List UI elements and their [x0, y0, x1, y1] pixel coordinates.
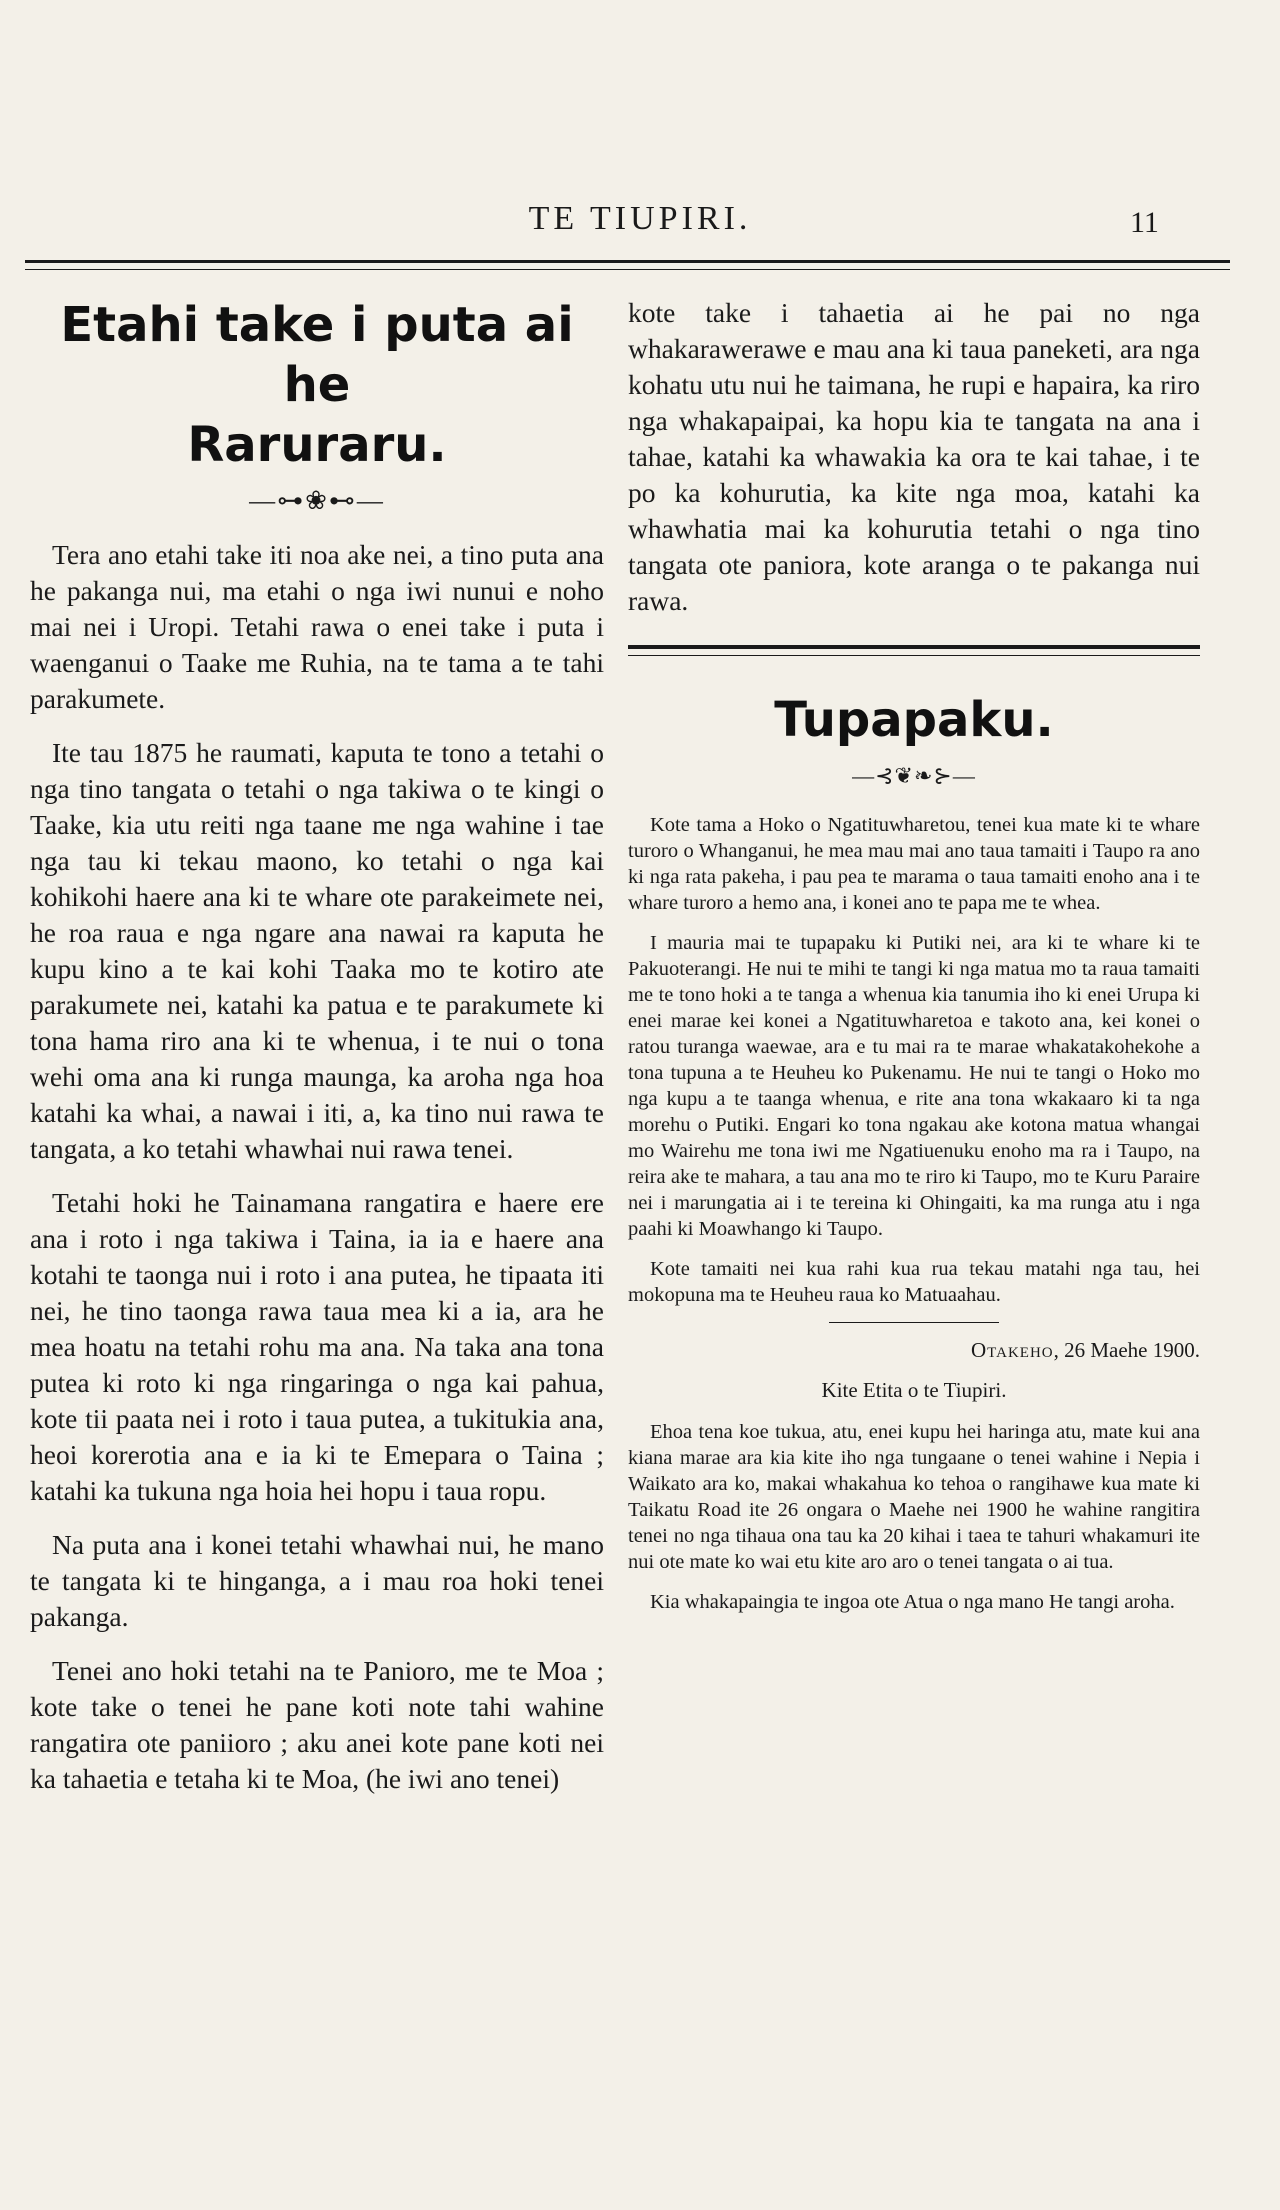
short-divider — [829, 1322, 999, 1323]
section-divider — [628, 645, 1200, 656]
page-number: 11 — [1130, 206, 1159, 239]
article-paragraph: Tera ano etahi take iti noa ake nei, a tino puta ana he pakanga nui, ma etahi o nga iwi nunui e noho mai nei i Uropi. Tetahi rawa o enei take i puta i waenganui o Taake me Ruhia, na te tama a te tahi parakumete. — [30, 539, 604, 714]
letter-paragraph: Kia whakapaingia te ingoa ote Atua o nga mano He tangi aroha. — [650, 1591, 1175, 1613]
header-rule — [25, 260, 1230, 270]
left-column — [30, 295, 604, 1815]
letter-dateline — [628, 1337, 1200, 1363]
obituary-body — [628, 812, 1200, 1615]
article-paragraph: Ite tau 1875 he raumati, kaputa te tono a tetahi o nga tino tangata o tetahi o nga takiwa o te kingi o Taake, kia utu reiti nga taane me nga wahine i tae nga tau ki tekau maono, ko tetahi o nga kai kohikohi haere ana ki te whare ote parakeimete nei, he roa raua e nga ngare ana nawai ra kaputa he kupu kino a te kai kohi Taaka mo te kotiro ate parakumete nei, katahi ka patua e te parakumete ki tona hama riro ana ki te whenua, i te nui o tona wehi oma ana ki runga maunga, ka aroha nga hoa katahi ka whai, a nawai i iti, a, ka tino nui rawa te tangata, a ko tetahi whawhai nui rawa tenei. — [30, 737, 604, 1164]
article-paragraph: Tenei ano hoki tetahi na te Panioro, me te Moa ; kote take o tenei he pane koti note tahi wahine rangatira ote paniioro ; aku anei kote pane koti nei ka tahaetia e tetaha ki te Moa, (he iwi ano tenei) — [30, 1655, 604, 1794]
article-paragraph: Na puta ana i konei tetahi whawhai nui, he mano te tangata ki te hinganga, a i mau roa hoki tenei pakanga. — [30, 1529, 604, 1632]
letter-date: , 26 Maehe 1900. — [1053, 1338, 1200, 1362]
article-continuation: kote take i tahaetia ai he pai no nga whakarawerawe e mau ana ki taua paneketi, ara nga kohatu utu nui he taimana, he rupi e hapaira, ka riro nga whakapaipai, ka hopu kia te tangata na ana i tahae, katahi ka whawakia ka ora te kai tahae, i te po ka kohurutia, ka kite nga moa, katahi ka whawhatia mai ka kohurutia tetahi o nga tino tangata ote paniora, kote aranga o te pakanga nui rawa. — [628, 297, 1200, 616]
obituary-paragraph: I mauria mai te tupapaku ki Putiki nei, ara ki te whare ki te Pakuoterangi. He nui te mihi te tangi ki nga matua mo ta raua tamaiti me te tono hoki a te tanga a whenua kia tanumia iho ki enei Urupa ki enei marae kei konei a Ngatituwharetoa e takoto ana, kei konei o ratou turanga waewae, ara e tu mai ra te marae whakatakohekohe a tona tupuna a te Heuheu ko Pukenamu. He nui te tangi o Hoko mo nga kupu a te taanga whenua, e rite ana tona wkakaaro ki ta nga morehu o Putiki. Engari ko tona ngakau ake kotona matua whangai mo Wairehu me tona iwi me Ngatiuenuku enoho ma ra i Taupo, na reira ake te mahara, a tau ana mo te riro ki Taupo, mo te Kuru Paraire nei i marungatia ai i te tereina ki Ohingaiti, ka ma runga atu i nga paahi ki Moawhango ki Taupo. — [628, 932, 1200, 1240]
obituary-ornament: —⊰❦❧⊱— — [852, 763, 976, 788]
obituary-title: Tupapaku. — [774, 692, 1054, 748]
running-title: TE TIUPIRI. — [528, 200, 752, 237]
obituary-paragraph: Kote tama a Hoko o Ngatituwharetou, tenei kua mate ki te whare turoro o Whanganui, he mea mau mai ano taua tamaiti i Taupo ra ano ki nga rata pakeha, i pau pea te marama o taua tamaiti enoho ana i te whare turoro a hemo ana, i konei ano te papa me te whea. — [628, 814, 1200, 914]
article-title — [30, 295, 604, 475]
title-ornament: —⊶❀⊷— — [249, 486, 385, 515]
right-column — [628, 295, 1200, 1629]
page-header — [0, 200, 1280, 260]
letter-place: Otakeho — [970, 1338, 1054, 1362]
article-title-line2: Raruraru. — [187, 417, 447, 473]
letter-paragraph: Ehoa tena koe tukua, atu, enei kupu hei haringa atu, mate kui ana kiana marae ara kia kite iho nga tungaane o tenei wahine i Nepia i Waikato ara ko, makai whakahua ko tehoa o rangihawe kua mate ki Taikatu Road ite 26 ongara o Maehe nei 1900 he wahine rangitira tenei no nga tihaua ona tau ka 20 kihai i taea te tahuri whakamuri ite nui ote mate ko wai etu kite aro aro o tenei tangata o ai tua. — [628, 1421, 1200, 1573]
letter-salutation: Kite Etita o te Tiupiri. — [821, 1378, 1007, 1402]
obituary-paragraph: Kote tamaiti nei kua rahi kua rua tekau matahi nga tau, hei mokopuna ma te Heuheu raua ko Matuaahau. — [628, 1258, 1200, 1306]
article-title-line1: Etahi take i puta ai he — [60, 297, 574, 413]
article-paragraph: Tetahi hoki he Tainamana rangatira e haere ere ana i roto i nga takiwa i Taina, ia ia e haere ana kotahi te taonga nui i roto i ana putea, he tipaata iti nei, he tino taonga rawa taua mea ki a ia, ara he mea hoatu na tetahi rohu ma ana. Na taka ana tona putea ki roto ki nga ringaringa o nga kai pahua, kote tii paata nei i roto i taua putea, a tukitukia ana, heoi korerotia ana e ia ki te Emepara o Taina ; katahi ka tukuna nga hoia hei hopu i taua ropu. — [30, 1187, 604, 1506]
